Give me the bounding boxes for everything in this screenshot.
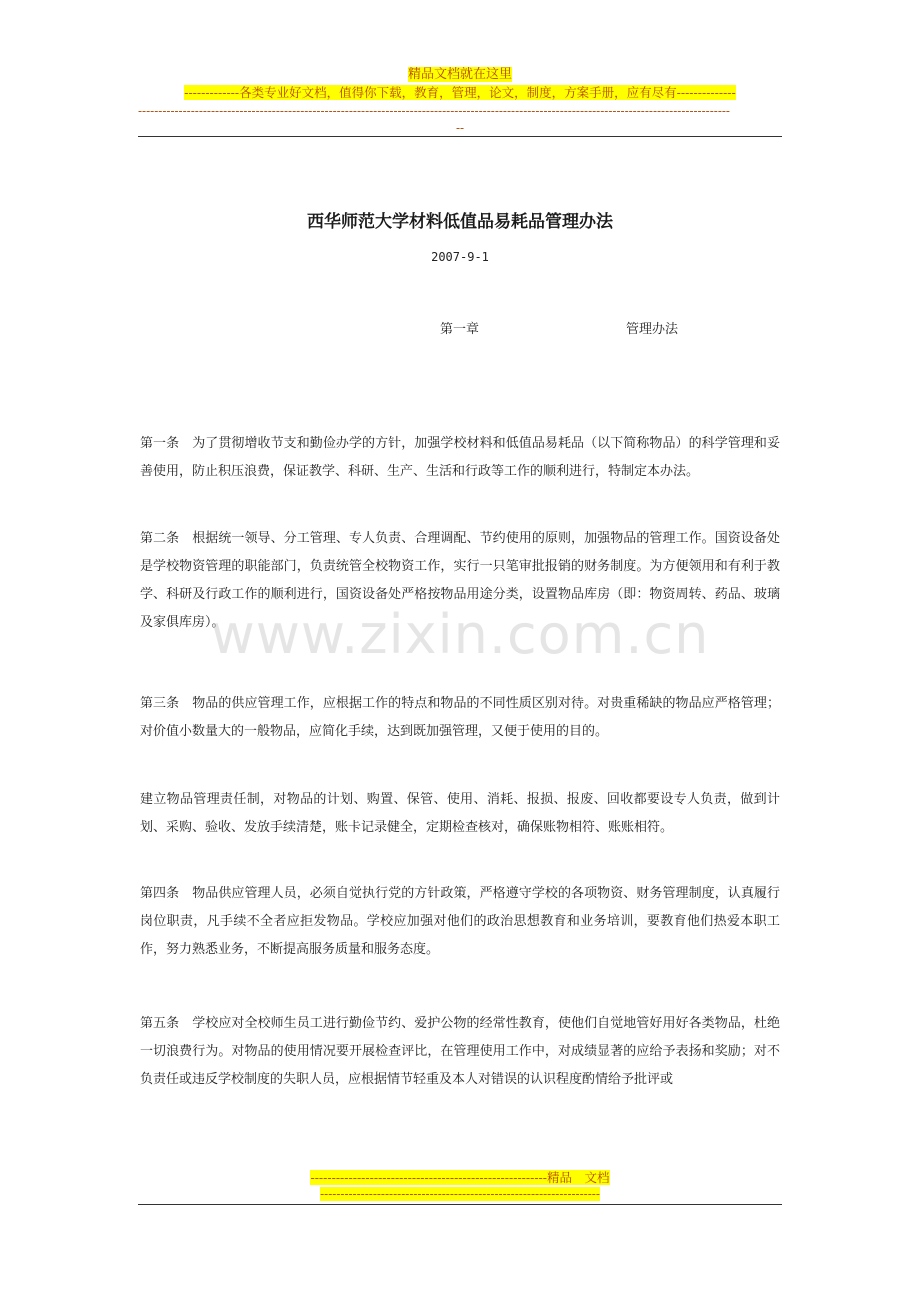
paragraph-article-4: 第四条 物品供应管理人员，必须自觉执行党的方针政策，严格遵守学校的各项物资、财务管理制度，认真履行岗位职责，凡手续不全者应拒发物品。学校应加强对他们的政治思想教育和业务培训，要教育他们热爱本职工作，努力熟悉业务，不断提高服务质量和服务态度。 xyxy=(140,886,780,957)
paragraph-article-3: 第三条 物品的供应管理工作，应根据工作的特点和物品的不同性质区别对待。对贵重稀缺的物品应严格管理；对价值小数量大的一般物品，应简化手续，达到既加强管理，又便于使用的目的。 xyxy=(140,696,780,739)
chapter-number: 第一章 xyxy=(440,322,480,337)
header-banner-title-text: 精品文档就在这里 xyxy=(407,67,512,82)
chapter-title: 管理办法 xyxy=(626,322,679,337)
watermark-text: www.zixin.com.cn xyxy=(210,603,710,666)
header-dash-line-tail: -- xyxy=(455,121,465,135)
footer-banner xyxy=(0,1169,920,1186)
header-banner-title xyxy=(0,66,920,83)
header-banner-subtitle xyxy=(0,84,920,101)
header-rule xyxy=(138,136,782,137)
document-date: 2007-9-1 xyxy=(431,250,489,264)
footer-dash-line xyxy=(0,1187,920,1201)
paragraph-article-2: 第二条 根据统一领导、分工管理、专人负责、合理调配、节约使用的原则，加强物品的管理工作。国资设备处是学校物资管理的职能部门，负责统管全校物资工作，实行一只笔审批报销的财务制度。为方便领用和有利于教学、科研及行政工作的顺利进行，国资设备处严格按物品用途分类，设置物品库房（即：物资周转、药品、玻璃及家俱库房）。 xyxy=(140,531,780,630)
footer-dash-line-text: --------------------------------------------------------------------- xyxy=(320,1187,600,1201)
paragraph-article-1: 第一条 为了贯彻增收节支和勤俭办学的方针，加强学校材料和低值品易耗品（以下简称物品）的科学管理和妥善使用，防止积压浪费，保证教学、科研、生产、生活和行政等工作的顺利进行，特制定本办法。 xyxy=(140,436,780,479)
footer-banner-text: --------------------------------------------------------精品 文档 xyxy=(310,1170,610,1185)
footer-rule xyxy=(138,1204,782,1205)
document-title: 西华师范大学材料低值品易耗品管理办法 xyxy=(307,212,613,232)
paragraph-article-5: 第五条 学校应对全校师生员工进行勤俭节约、爱护公物的经常性教育，使他们自觉地管好用好各类物品，杜绝一切浪费行为。对物品的使用情况要开展检查评比，在管理使用工作中，对成绩显著的应给予表扬和奖励；对不负责任或违反学校制度的失职人员，应根据情节轻重及本人对错误的认识程度酌情给予批评或 xyxy=(140,1016,780,1087)
header-dash-line: -------------------------------------------------------------------------------------------------------------------------------------------------- xyxy=(138,104,730,118)
paragraph-responsibility: 建立物品管理责任制，对物品的计划、购置、保管、使用、消耗、报损、报废、回收都要设专人负责，做到计划、采购、验收、发放手续清楚，账卡记录健全，定期检查核对，确保账物相符、账账相符。 xyxy=(140,792,780,835)
header-banner-subtitle-text: -------------各类专业好文档，值得你下载，教育，管理，论文，制度，方案手册，应有尽有-------------- xyxy=(184,85,736,100)
